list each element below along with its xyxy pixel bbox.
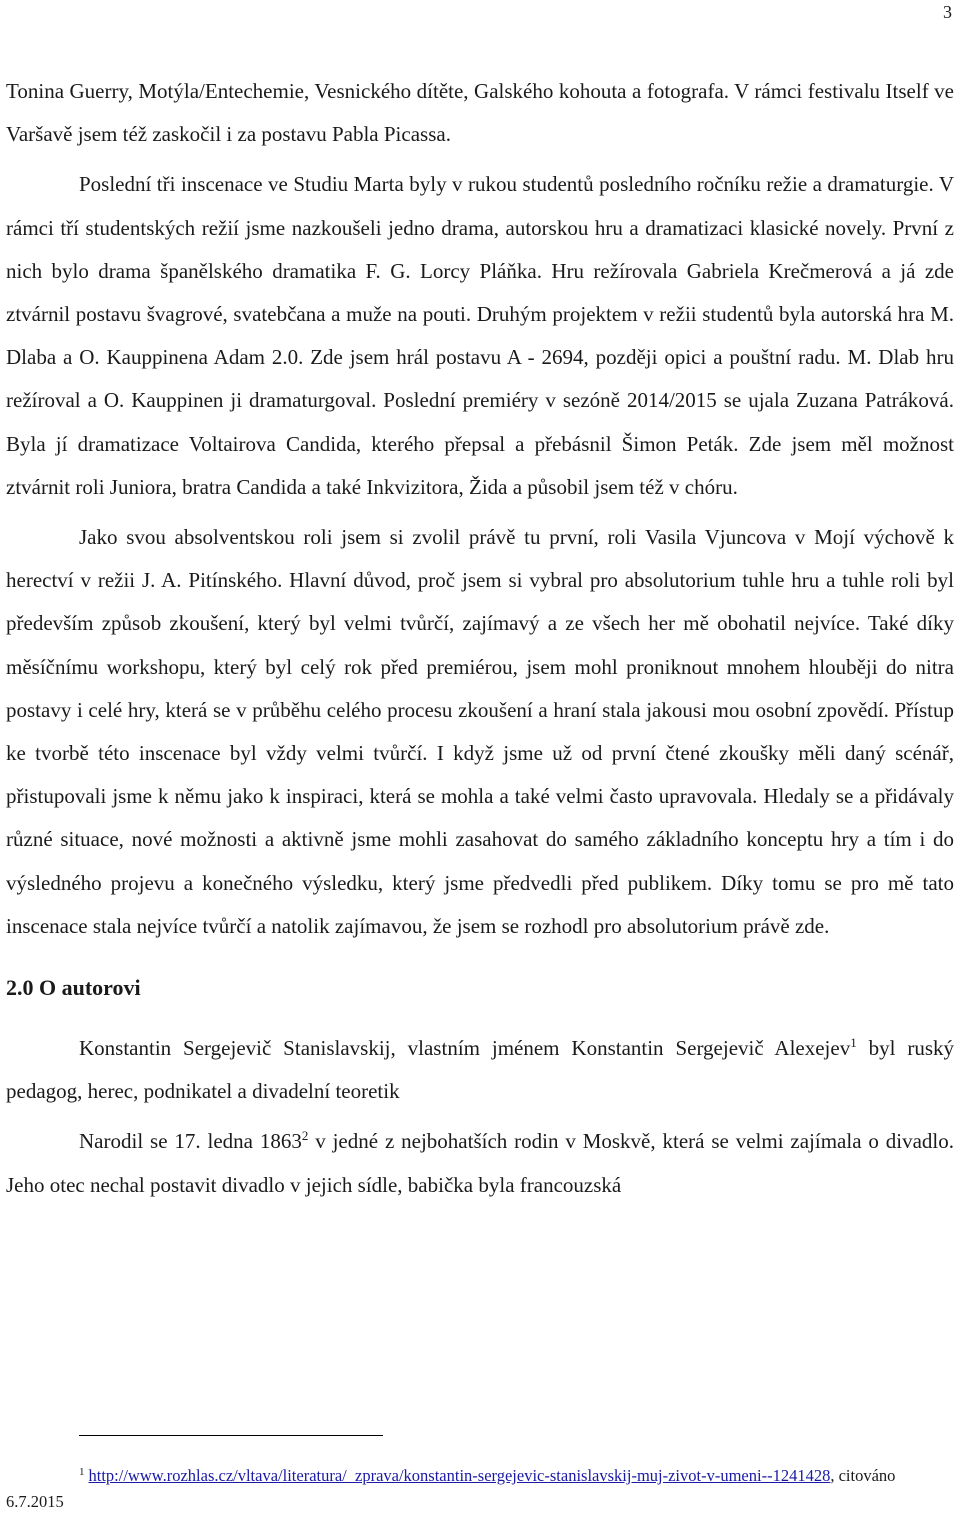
document-body <box>6 70 954 1207</box>
paragraph-4-text: Konstantin Sergejevič Stanislavskij, vlastním jménem Konstantin Sergejevič Alexejev <box>79 1036 851 1061</box>
paragraph-4-text-end: byl ruský pedagog, herec, podnikatel a divadelní teoretik <box>6 1036 954 1104</box>
paragraph-4 <box>6 1027 954 1113</box>
section-heading: 2.0 O autorovi <box>6 975 141 1001</box>
footnote-link[interactable]: http://www.rozhlas.cz/vltava/literatura/_zprava/konstantin-sergejevic-stanislavskij-muj-zivot-v-umeni--1241428 <box>88 1466 831 1485</box>
page-number: 3 <box>943 2 952 22</box>
footnote-divider <box>79 1435 383 1436</box>
footnote-suffix: , citováno 6.7.2015 <box>6 1466 896 1511</box>
paragraph-5-text: Narodil se 17. ledna 1863 <box>79 1129 302 1154</box>
paragraph-1: Tonina Guerry, Motýla/Entechemie, Vesnického dítěte, Galského kohouta a fotografa. V rámci festivalu Itself ve Varšavě jsem též zaskočil i za postavu Pabla Picassa. <box>6 79 954 147</box>
footnote-ref-1[interactable]: 1 <box>850 1035 857 1051</box>
paragraph-5-text-end: v jedné z nejbohatších rodin v Moskvě, která se velmi zajímala o divadlo. Jeho otec nechal postavit divadlo v jejich sídle, babička byla francouzská <box>6 1129 955 1197</box>
footnote-1: $^1$ http://www.rozhlas.cz/vltava/literatura/_zprava/konstantin-sergejevic-stanislavskij-muj-zivot-v-umeni--1241428, citováno 6.7.2015 <box>6 1465 896 1511</box>
footnote-ref-2[interactable]: 2 <box>301 1128 309 1144</box>
paragraph-2: Poslední tři inscenace ve Studiu Marta byly v rukou studentů posledního ročníku režie a dramaturgie. V rámci tří studentských režií jsme nazkoušeli jedno drama, autorskou hru a dramatizaci klasické novely. První z nich bylo drama španělského dramatika F. G. Lorcy Pláňka. Hru režírovala Gabriela Krečmerová a já zde ztvárnil postavu švagrové, svatebčana a muže na pouti. Druhým projektem v režii studentů byla autorská hra M. Dlaba a O. Kauppinena Adam 2.0. Zde jsem hrál postavu A - 2694, později opici a pouštní radu. M. Dlab hru režíroval a O. Kauppinen ji dramaturgoval. Poslední premiéry v sezóně 2014/2015 se ujala Zuzana Patráková. Byla jí dramatizace Voltairova Candida, kterého přepsal a přebásnil Šimon Peták. Zde jsem měl možnost ztvárnit roli Juniora, bratra Candida a také Inkvizitora, Žida a působil jsem též v chóru. <box>6 172 954 499</box>
paragraph-5 <box>6 1120 954 1206</box>
paragraph-3: Jako svou absolventskou roli jsem si zvolil právě tu první, roli Vasila Vjuncova v Mojí výchově k herectví v režii J. A. Pitínského. Hlavní důvod, proč jsem si vybral pro absolutorium tuhle hru a tuhle roli byl především způsob zkoušení, který byl velmi tvůrčí, zajímavý a ze všech her mě obohatil nejvíce. Také díky měsíčnímu workshopu, který byl celý rok před premiérou, jsem mohl proniknout mnohem hlouběji do nitra postavy i celé hry, která se v průběhu celého procesu zkoušení a hraní stala jakousi mou osobní zpovědí. Přístup ke tvorbě této inscenace byl vždy velmi tvůrčí. I když jsme už od první čtené zkoušky měli daný scénář, přistupovali jsme k němu jako k inspiraci, která se mohla a také velmi často upravovala. Hledaly se a přidávaly různé situace, nové možnosti a aktivně jsme mohli zasahovat do samého základního konceptu hry a tím i do výsledného projevu a konečného výsledku, který jsme předvedli před publikem. Díky tomu se pro mě tato inscenace stala nejvíce tvůrčí a natolik zajímavou, že jsem se rozhodl pro absolutorium právě zde. <box>6 525 954 938</box>
